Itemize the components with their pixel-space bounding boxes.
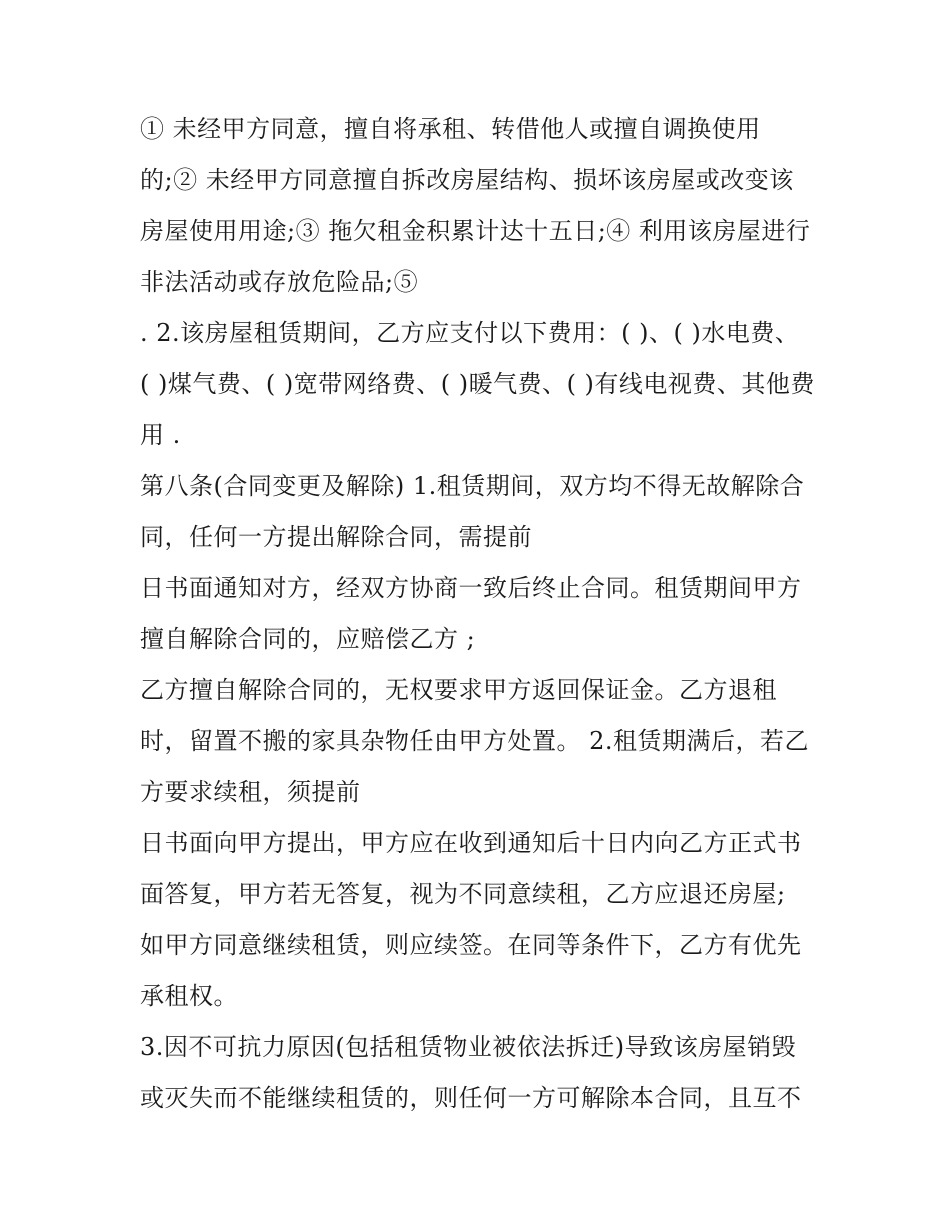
text-line: 或灭失而不能继续租赁的，则任何一方可解除本合同，且互不 bbox=[140, 1084, 802, 1112]
text-line: 方要求续租，须提前 bbox=[140, 778, 361, 806]
text-line: 承租权。 bbox=[140, 982, 238, 1010]
text-line: 非法活动或存放危险品;⑤ bbox=[140, 268, 419, 296]
text-line: 面答复，甲方若无答复，视为不同意续租，乙方应退还房屋; bbox=[140, 880, 786, 908]
text-line: 房屋使用用途;③ 拖欠租金积累计达十五日;④ 利用该房屋进行 bbox=[140, 217, 811, 245]
contract-text bbox=[140, 104, 820, 1124]
text-line: 时，留置不搬的家具杂物任由甲方处置。 2.租赁期满后，若乙 bbox=[140, 727, 810, 755]
text-line: 乙方擅自解除合同的，无权要求甲方返回保证金。乙方退租 bbox=[140, 676, 777, 704]
text-line: 同，任何一方提出解除合同，需提前 bbox=[140, 523, 532, 551]
text-line: 第八条(合同变更及解除) 1.租赁期间，双方均不得无故解除合 bbox=[140, 472, 805, 500]
text-line: ① 未经甲方同意，擅自将承租、转借他人或擅自调换使用 bbox=[140, 115, 761, 143]
text-line: 的;② 未经甲方同意擅自拆改房屋结构、损坏该房屋或改变该 bbox=[140, 166, 794, 194]
text-line: 用 . bbox=[140, 421, 181, 449]
text-line: 如甲方同意继续租赁，则应续签。在同等条件下，乙方有优先 bbox=[140, 931, 802, 959]
text-line: 日书面通知对方，经双方协商一致后终止合同。租赁期间甲方 bbox=[140, 574, 802, 602]
text-line: . 2.该房屋租赁期间，乙方应支付以下费用：( )、( )水电费、 bbox=[140, 319, 800, 347]
text-line: 日书面向甲方提出，甲方应在收到通知后十日内向乙方正式书 bbox=[140, 829, 802, 857]
text-line: ( )煤气费、( )宽带网络费、( )暖气费、( )有线电视费、其他费 bbox=[140, 370, 815, 398]
text-line: 3.因不可抗力原因(包括租赁物业被依法拆迁)导致该房屋销毁 bbox=[140, 1033, 797, 1061]
text-line: 擅自解除合同的，应赔偿乙方 ; bbox=[140, 625, 476, 653]
